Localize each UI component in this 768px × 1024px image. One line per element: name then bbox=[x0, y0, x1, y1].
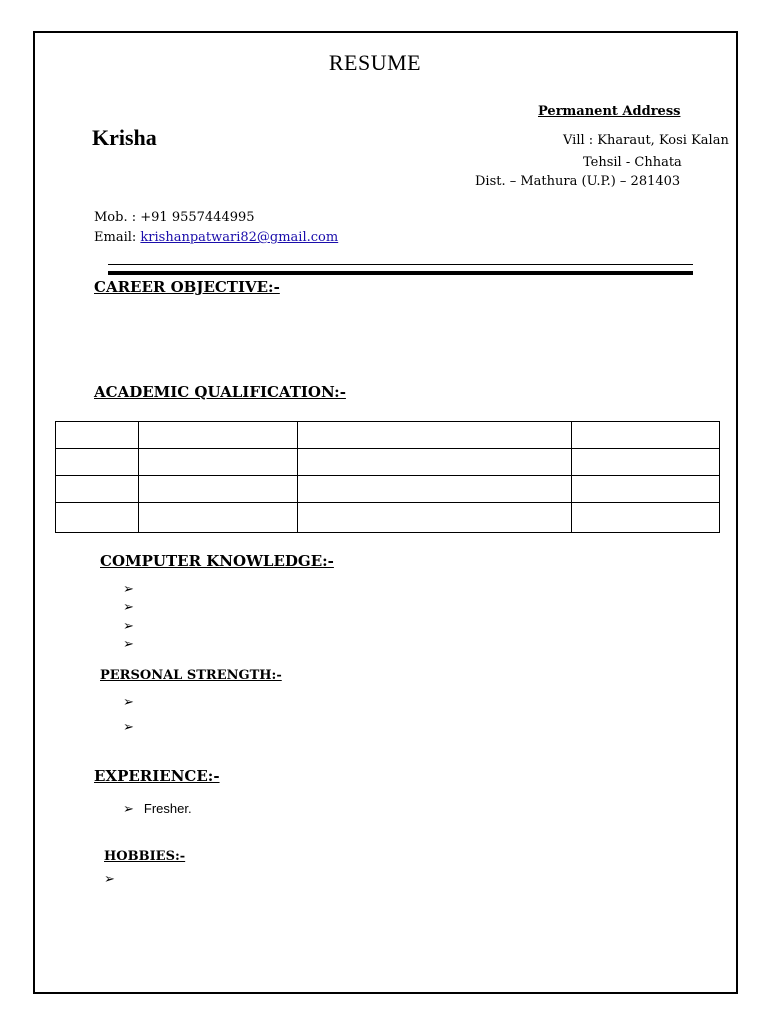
address-heading: Permanent Address bbox=[538, 104, 681, 119]
table-cell bbox=[56, 422, 139, 449]
academic-table bbox=[55, 421, 720, 533]
table-cell bbox=[138, 422, 297, 449]
arrow-bullet-icon: ➢ bbox=[123, 637, 134, 652]
table-cell bbox=[138, 449, 297, 476]
table-cell bbox=[138, 503, 297, 533]
arrow-bullet-icon: ➢ bbox=[123, 619, 134, 634]
mobile-number: +91 9557444995 bbox=[140, 210, 255, 225]
address-line-1: Vill : Kharaut, Kosi Kalan bbox=[563, 133, 729, 148]
table-cell bbox=[297, 422, 572, 449]
divider-thin bbox=[108, 264, 693, 265]
table-cell bbox=[56, 449, 139, 476]
table-cell bbox=[572, 422, 720, 449]
experience-item: Fresher. bbox=[143, 801, 192, 816]
personal-strength-heading: PERSONAL STRENGTH:- bbox=[100, 668, 282, 683]
arrow-bullet-icon: ➢ bbox=[123, 720, 134, 735]
table-cell bbox=[138, 476, 297, 503]
candidate-name: Krisha bbox=[92, 125, 157, 150]
table-row bbox=[56, 476, 720, 503]
table-cell bbox=[572, 449, 720, 476]
email-row bbox=[94, 230, 338, 245]
arrow-bullet-icon: ➢ bbox=[123, 802, 134, 817]
table-row bbox=[56, 503, 720, 533]
mobile-label: Mob. : bbox=[94, 210, 137, 225]
arrow-bullet-icon: ➢ bbox=[123, 695, 134, 710]
email-label: Email: bbox=[94, 230, 137, 245]
document-title: RESUME bbox=[328, 50, 422, 75]
table-cell bbox=[297, 503, 572, 533]
academic-heading: ACADEMIC QUALIFICATION:- bbox=[94, 383, 346, 401]
table-cell bbox=[572, 476, 720, 503]
table-cell bbox=[297, 476, 572, 503]
table-cell bbox=[56, 503, 139, 533]
career-objective-heading: CAREER OBJECTIVE:- bbox=[94, 278, 280, 296]
table-row bbox=[56, 422, 720, 449]
address-line-2: Tehsil - Chhata bbox=[583, 155, 682, 170]
table-cell bbox=[297, 449, 572, 476]
arrow-bullet-icon: ➢ bbox=[123, 582, 134, 597]
table-cell bbox=[56, 476, 139, 503]
table-row bbox=[56, 449, 720, 476]
mobile-row bbox=[94, 210, 255, 225]
arrow-bullet-icon: ➢ bbox=[104, 872, 115, 887]
email-link[interactable]: krishanpatwari82@gmail.com bbox=[140, 230, 339, 245]
address-line-3: Dist. – Mathura (U.P.) – 281403 bbox=[475, 174, 681, 189]
list-item bbox=[123, 798, 192, 817]
divider-thick bbox=[108, 271, 693, 275]
experience-heading: EXPERIENCE:- bbox=[94, 767, 220, 785]
table-cell bbox=[572, 503, 720, 533]
arrow-bullet-icon: ➢ bbox=[123, 600, 134, 615]
hobbies-heading: HOBBIES:- bbox=[104, 849, 186, 864]
computer-knowledge-heading: COMPUTER KNOWLEDGE:- bbox=[100, 552, 334, 570]
